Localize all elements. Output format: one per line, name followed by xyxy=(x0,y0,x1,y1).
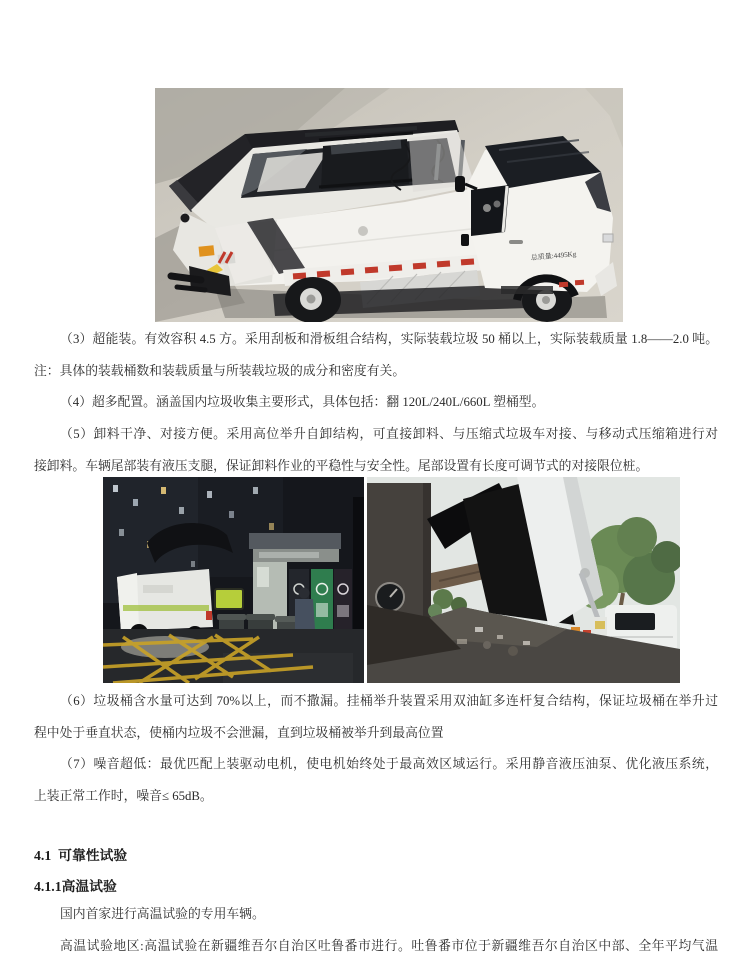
door-handle xyxy=(509,240,523,244)
paragraph-5-line-1: （5）卸料干净、对接方便。采用高位举升自卸结构，可直接卸料、与压缩式垃圾车对接、与移动式压缩箱进行对 xyxy=(60,427,718,442)
rear-cylinder xyxy=(171,276,201,280)
figure-night-collection xyxy=(103,477,364,683)
rear-window xyxy=(615,613,655,630)
section-heading-4-1-1: 4.1.1高温试验 xyxy=(34,879,117,894)
paragraph-9-line-1: 高温试验地区:高温试验在新疆维吾尔自治区吐鲁番市进行。吐鲁番市位于新疆维吾尔自治区中部、全年平均气温 xyxy=(60,938,718,953)
note-line: 注：具体的装载桶数和装载质量与所装载垃圾的成分和密度有关。 xyxy=(34,363,406,378)
door-label: 总质量:4495Kg xyxy=(530,250,577,262)
headlight xyxy=(603,234,613,242)
paragraph-6-line-2: 程中处于垂直状态，使桶内垃圾不会泄漏，直到垃圾桶被举升到最高位置 xyxy=(34,725,444,740)
paragraph-4-line-1: （4）超多配置。涵盖国内垃圾收集主要形式，具体包括：翻 120L/240L/660L 塑桶型。 xyxy=(60,395,545,410)
rear-wheel xyxy=(285,277,341,322)
wet-road xyxy=(103,629,364,683)
paragraphs-block-3 xyxy=(34,899,718,962)
paragraph-5-line-2: 接卸料。车辆尾部装有液压支腿，保证卸料作业的平稳性与安全性。尾部设置有长度可调节式的对接限位桩。 xyxy=(34,458,649,473)
paragraph-6-line-1: （6）垃圾桶含水量可达到 70%以上，而不撒漏。挂桶举升装置采用双油缸多连杆复合结构，保证垃圾桶在举升过 xyxy=(60,694,718,708)
paragraph-8-line-1: 国内首家进行高温试验的专用车辆。 xyxy=(60,907,265,921)
trash-debris xyxy=(475,627,483,632)
side-mirror xyxy=(455,176,465,192)
warning-sticker xyxy=(199,245,215,257)
figure-garbage-truck-top-view xyxy=(155,88,623,322)
paragraph-7-line-2: 上装正常工作时，噪音≤ 65dB。 xyxy=(34,789,213,804)
station-sign xyxy=(259,552,319,558)
taillight xyxy=(206,611,212,620)
figure-high-lift-dumping xyxy=(367,477,680,683)
paragraphs-block-1 xyxy=(34,324,718,482)
lifter-screen-glow xyxy=(215,589,243,609)
bin-cabinet-dark-2 xyxy=(334,569,352,631)
paragraph-3-line-1: （3）超能装。有效容积 4.5 方。采用刮板和滑板组合结构，实际装载垃圾 50 桶以上，实际装载质量 1.8——2.0 吨。 xyxy=(60,332,718,346)
green-stripe xyxy=(123,605,209,611)
section-heading-4-1: 4.1 可靠性试验 xyxy=(34,848,128,863)
paragraphs-block-2 xyxy=(34,686,718,813)
paragraph-7-line-1: （7）噪音超低：最优匹配上装驱动电机，使电机始终处于最高效区域运行。采用静音液压油泵、优化液压系统， xyxy=(60,757,718,772)
